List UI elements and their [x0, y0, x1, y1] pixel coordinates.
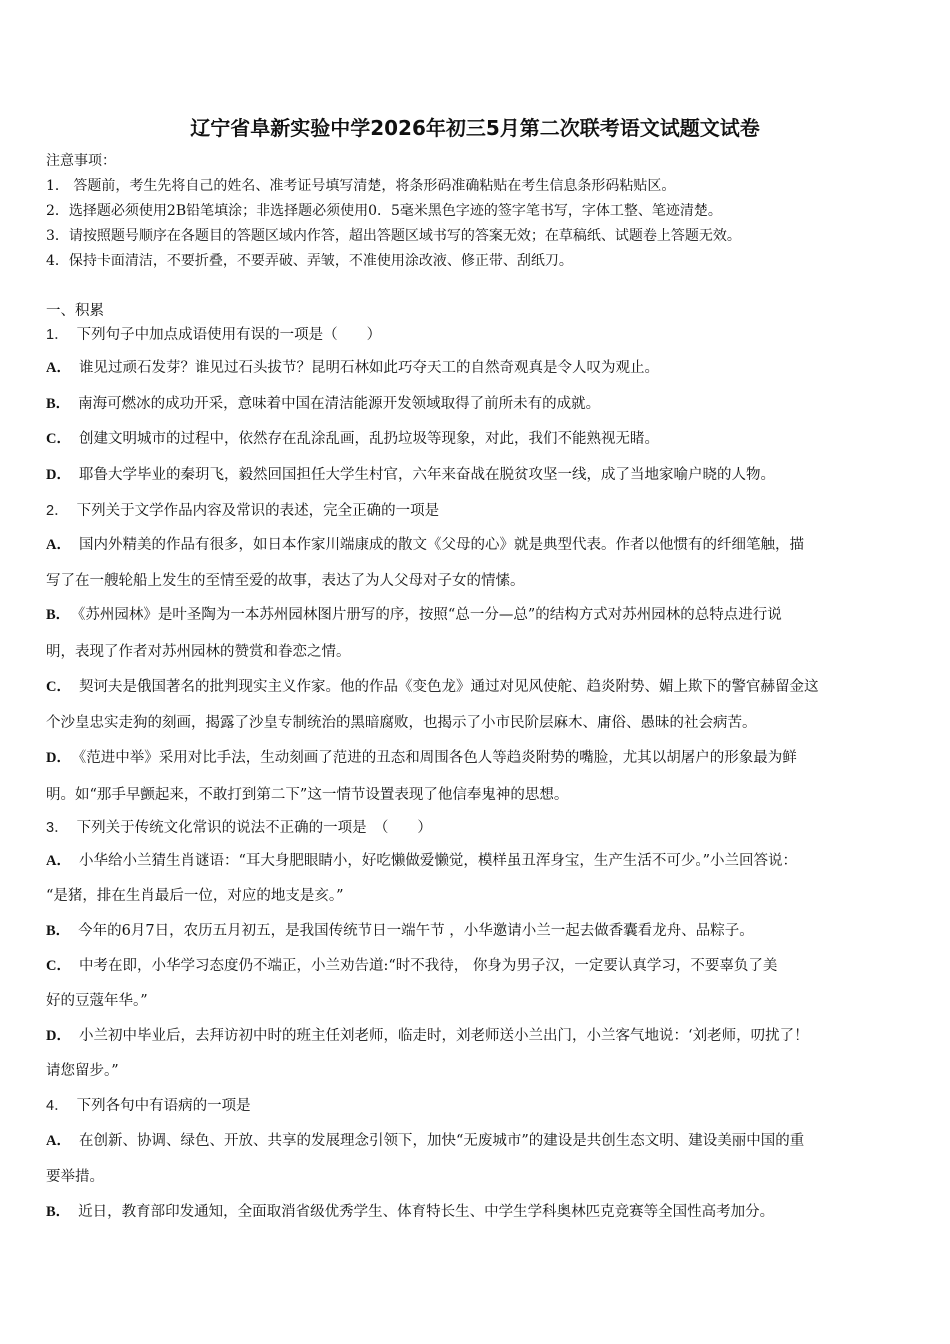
question-text: 下列句子中加点成语使用有误的一项是（ ） — [76, 327, 382, 343]
option-text: 在创新、协调、绿色、开放、共享的发展理念引领下，加快“无废城市”的建设是共创生态文明、建设美丽中国的重 — [78, 1133, 805, 1149]
option-text: 《苏州园林》是叶圣陶为一本苏州园林图片册写的序，按照“总一分—总”的结构方式对苏州园林的总特点进行说 — [78, 607, 782, 623]
option-label: B． — [46, 607, 71, 623]
option-line — [46, 748, 916, 768]
option-continuation: 要举措。 — [46, 1169, 104, 1185]
option-continuation: 请您留步。” — [46, 1063, 119, 1079]
option-text: 近日，教育部印发通知，全面取消省级优秀学生、体育特长生、中学生学科奥林匹克竞赛等全国性高考加分。 — [78, 1204, 775, 1220]
option-line — [46, 358, 916, 378]
option-line — [46, 535, 916, 555]
option-text: 《范进中举》采用对比手法，生动刻画了范进的丑态和周围各色人等趋炎附势的嘴脸，尤其以胡屠户的形象最为鲜 — [78, 750, 797, 766]
option-continuation: 个沙皇忠实走狗的刻画，揭露了沙皇专制统治的黑暗腐败，也揭示了小市民阶层麻木、庸俗、愚昧的社会病苦。 — [46, 715, 757, 731]
option-label: A． — [46, 853, 71, 869]
option-label: C． — [46, 958, 71, 974]
option-line — [46, 429, 916, 449]
option-text: 小华给小兰猜生肖谜语：“耳大身肥眼睛小，好吃懒做爱懒觉，模样虽丑浑身宝，生产生活不可少。”小兰回答说： — [78, 853, 798, 869]
question-text: 下列关于文学作品内容及常识的表述，完全正确的一项是 — [76, 503, 440, 519]
notice-heading: 注意事项： — [46, 153, 116, 169]
option-line — [46, 1131, 916, 1151]
option-line — [46, 465, 916, 485]
option-line — [46, 1026, 916, 1046]
option-label: D． — [46, 1028, 71, 1044]
option-line — [46, 851, 916, 871]
option-label: B． — [46, 396, 71, 412]
option-label: D． — [46, 750, 71, 766]
option-label: C． — [46, 431, 71, 447]
notice-item: 2．选择题必须使用2B铅笔填涂；非选择题必须使用0．5毫米黑色字迹的签字笔书写，字体工整、笔迹清楚。 — [46, 203, 722, 219]
option-label: B． — [46, 923, 71, 939]
option-line — [46, 1202, 916, 1222]
question-stem — [46, 818, 916, 838]
option-continuation: “是猪，排在生肖最后一位，对应的地支是亥。” — [46, 888, 344, 904]
option-text: 创建文明城市的过程中，依然存在乱涂乱画，乱扔垃圾等现象，对此，我们不能熟视无睹。 — [78, 431, 659, 447]
option-line — [46, 677, 916, 697]
option-label: A． — [46, 360, 71, 376]
notice-item: 1． 答题前，考生先将自己的姓名、准考证号填写清楚，将条形码准确粘贴在考生信息条形码粘贴区。 — [46, 178, 676, 194]
option-text: 小兰初中毕业后，去拜访初中时的班主任刘老师，临走时，刘老师送小兰出门，小兰客气地说：‘刘老师，叨扰了！ — [78, 1028, 809, 1044]
question-stem — [46, 325, 916, 345]
option-label: A． — [46, 1133, 71, 1149]
option-continuation: 明。如“那手早颤起来，不敢打到第二下”这一情节设置表现了他信奉鬼神的思想。 — [46, 787, 569, 803]
question-text: 下列各句中有语病的一项是 — [76, 1098, 251, 1114]
question-number: 4． — [46, 1098, 69, 1114]
question-number: 2． — [46, 503, 69, 519]
option-line — [46, 921, 916, 941]
option-label: A． — [46, 537, 71, 553]
option-continuation: 好的豆蔻年华。” — [46, 993, 148, 1009]
option-line — [46, 605, 916, 625]
option-line — [46, 394, 916, 414]
question-text: 下列关于传统文化常识的说法不正确的一项是 （ ） — [76, 820, 432, 836]
question-stem — [46, 1096, 916, 1116]
section-heading: 一、积累 — [46, 303, 104, 319]
question-number: 1． — [46, 327, 69, 343]
option-label: C． — [46, 679, 71, 695]
option-text: 契诃夫是俄国著名的批判现实主义作家。他的作品《变色龙》通过对见风使舵、趋炎附势、媚上欺下的警官赫留金这 — [78, 679, 819, 695]
notice-item: 3．请按照题号顺序在各题目的答题区域内作答，超出答题区域书写的答案无效；在草稿纸、试题卷上答题无效。 — [46, 228, 741, 244]
option-continuation: 明，表现了作者对苏州园林的赞赏和眷恋之情。 — [46, 644, 351, 660]
option-text: 南海可燃冰的成功开采，意味着中国在清洁能源开发领域取得了前所未有的成就。 — [78, 396, 601, 412]
exam-title: 辽宁省阜新实验中学2026年初三5月第二次联考语文试题文试卷 — [190, 116, 760, 140]
question-stem — [46, 501, 916, 521]
option-continuation: 写了在一艘轮船上发生的至情至爱的故事，表达了为人父母对子女的情愫。 — [46, 573, 525, 589]
option-text: 今年的6月7日，农历五月初五，是我国传统节日一端午节 ，小华邀请小兰一起去做香囊看龙舟、品粽子。 — [78, 923, 754, 939]
notice-item: 4．保持卡面清洁，不要折叠，不要弄破、弄皱，不准使用涂改液、修正带、刮纸刀。 — [46, 253, 573, 269]
option-label: B． — [46, 1204, 71, 1220]
option-label: D． — [46, 467, 71, 483]
option-text: 谁见过顽石发芽？谁见过石头拔节？昆明石林如此巧夺天工的自然奇观真是令人叹为观止。 — [78, 360, 659, 376]
option-line — [46, 956, 916, 976]
question-number: 3． — [46, 820, 69, 836]
option-text: 国内外精美的作品有很多，如日本作家川端康成的散文《父母的心》就是典型代表。作者以他惯有的纤细笔触，描 — [78, 537, 804, 553]
option-text: 中考在即，小华学习态度仍不端正，小兰劝告道:“时不我待， 你身为男子汉，一定要认真学习，不要辜负了美 — [78, 958, 778, 974]
option-text: 耶鲁大学毕业的秦玥飞，毅然回国担任大学生村官，六年来奋战在脱贫攻坚一线，成了当地家喻户晓的人物。 — [78, 467, 775, 483]
